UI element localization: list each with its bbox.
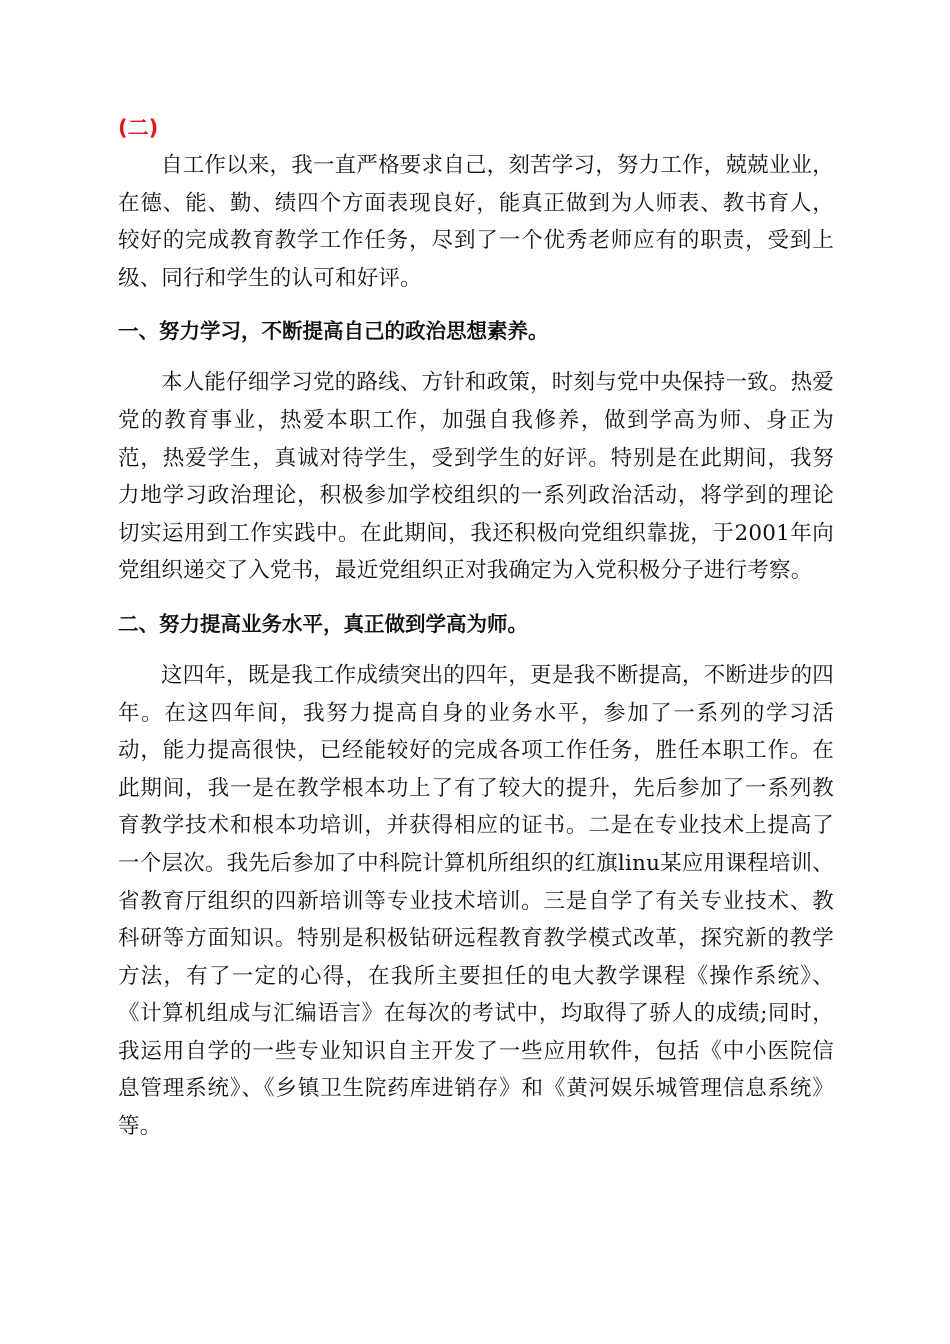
document-body — [118, 112, 834, 1146]
section-heading-1: 一、努力学习，不断提高自己的政治思想素养。 — [118, 319, 549, 344]
section-body-2: 这四年，既是我工作成绩突出的四年，更是我不断提高，不断进步的四年。在这四年间，我努力提高自身的业务水平，参加了一系列的学习活动，能力提高很快，已经能较好的完成各项工作任务，胜任本职工作。在此期间，我一是在教学根本功上了有了较大的提升，先后参加了一系列教育教学技术和根本功培训，并获得相应的证书。二是在专业技术上提高了一个层次。我先后参加了中科院计算机所组织的红旗linu某应用课程培训、省教育厅组织的四新培训等专业技术培训。三是自学了有关专业技术、教科研等方面知识。特别是积极钻研远程教育教学模式改革，探究新的教学方法，有了一定的心得，在我所主要担任的电大教学课程《操作系统》、《计算机组成与汇编语言》在每次的考试中，均取得了骄人的成绩;同时，我运用自学的一些专业知识自主开发了一些应用软件，包括《中小医院信息管理系统》、《乡镇卫生院药库进销存》和《黄河娱乐城管理信息系统》等。 — [118, 662, 834, 1140]
intro-paragraph: 自工作以来，我一直严格要求自己，刻苦学习，努力工作，兢兢业业，在德、能、勤、绩四个方面表现良好，能真正做到为人师表、教书育人，较好的完成教育教学工作任务，尽到了一个优秀老师应有的职责，受到上级、同行和学生的认可和好评。 — [118, 153, 834, 291]
section-number: (二) — [118, 116, 159, 140]
section-heading-2: 二、努力提高业务水平，真正做到学高为师。 — [118, 611, 528, 636]
section-body-1: 本人能仔细学习党的路线、方针和政策，时刻与党中央保持一致。热爱党的教育事业，热爱本职工作，加强自我修养，做到学高为师、身正为范，热爱学生，真诚对待学生，受到学生的好评。特别是在此期间，我努力地学习政治理论，积极参加学校组织的一系列政治活动，将学到的理论切实运用到工作实践中。在此期间，我还积极向党组织靠拢，于2001年向党组织递交了入党书，最近党组织正对我确定为入党积极分子进行考察。 — [118, 370, 834, 584]
